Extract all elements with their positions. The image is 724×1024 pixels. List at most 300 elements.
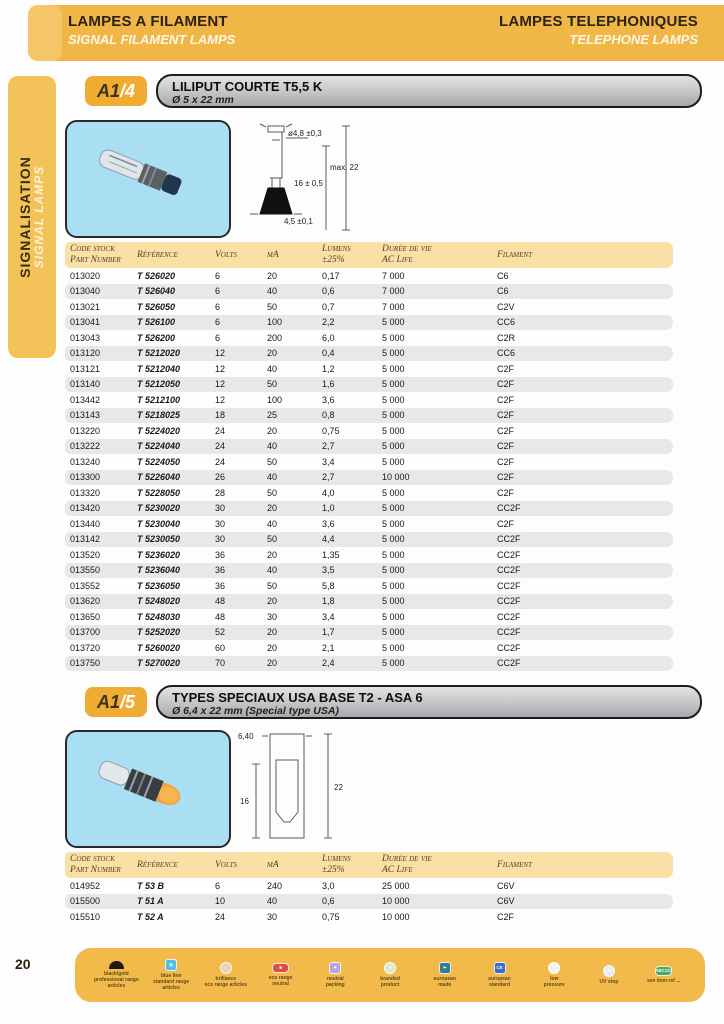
european-standard-icon: CE (494, 962, 506, 974)
column-header: Code stock Part Number (65, 242, 132, 268)
branded-product-legend-item (363, 962, 418, 989)
part-number-cell: 013143 (65, 408, 132, 424)
section-badge-a1-4 (85, 76, 147, 106)
value-cell: 30 (267, 611, 278, 622)
product-photo-a1-5 (65, 730, 231, 848)
table-row (65, 299, 673, 315)
value-cell: 20 (267, 549, 278, 560)
value-cell: 1,35 (322, 549, 340, 560)
european-standard-legend-item (472, 962, 527, 989)
legend-label: european standard (488, 975, 511, 988)
uv-stop-icon: UV (603, 965, 615, 977)
value-cell: 36 (215, 549, 226, 560)
value-cell: 60 (215, 642, 226, 653)
part-number-cell: 013750 (65, 656, 132, 672)
column-header: Durée de vie AC Life (377, 852, 492, 878)
value-cell: C6V (497, 880, 515, 891)
neutral-packing-icon: ✦ (329, 962, 341, 974)
value-cell: 5 000 (382, 549, 405, 560)
value-cell: 200 (267, 332, 283, 343)
value-cell: 0,4 (317, 346, 377, 362)
value-cell: 100 (262, 315, 317, 331)
value-cell: 50 (262, 377, 317, 393)
value-cell: 10 000 (377, 470, 492, 486)
column-header: Filament (492, 852, 673, 878)
legend-label: branded product (380, 975, 400, 988)
page-title: LAMPES A FILAMENT (68, 13, 228, 30)
legend-label: low pressure (543, 975, 565, 988)
part-number-cell: 013552 (70, 580, 101, 591)
value-cell: 5 000 (382, 425, 405, 436)
table-row (65, 268, 673, 284)
black-gold-arc-icon (109, 961, 124, 969)
value-cell: 40 (262, 563, 317, 579)
table-row (65, 878, 673, 894)
section-subtitle: Ø 5 x 22 mm (172, 94, 234, 106)
value-cell: 40 (262, 894, 317, 910)
value-cell: 20 (262, 346, 317, 362)
column-header: Volts (210, 852, 262, 878)
section-header-a1-5 (156, 685, 702, 719)
legend-label: blue line standard range articles (153, 972, 190, 992)
reference-cell: T 5248030 (137, 611, 181, 622)
table-row (65, 909, 673, 925)
part-number-cell: 013320 (70, 487, 101, 498)
value-cell: 28 (215, 487, 226, 498)
value-cell: 6 (210, 315, 262, 331)
value-cell: 5 000 (382, 332, 405, 343)
dim-base: 4,5 ±0,1 (284, 217, 313, 226)
table-row (65, 516, 673, 532)
reference-cell: T 5252020 (132, 625, 210, 641)
column-header: mA (262, 852, 317, 878)
table-row (65, 640, 673, 656)
reference-cell: T 5236040 (132, 563, 210, 579)
reference-cell: T 51 A (132, 894, 210, 910)
column-header: Volts (210, 242, 262, 268)
value-cell: 36 (210, 563, 262, 579)
badge-main: A1 (96, 80, 120, 101)
uv-stop-legend-item (582, 965, 637, 985)
table-row (65, 423, 673, 439)
part-number-cell: 013550 (65, 563, 132, 579)
value-cell: 10 000 (377, 894, 492, 910)
value-cell: 1,7 (317, 625, 377, 641)
value-cell: 1,8 (317, 594, 377, 610)
table-row (65, 346, 673, 362)
part-number-cell: 013142 (65, 532, 132, 548)
branded-product-icon: ● (384, 962, 396, 974)
value-cell: CC2F (492, 594, 673, 610)
value-cell: 5 000 (382, 487, 405, 498)
value-cell: 6,0 (322, 332, 335, 343)
table-row (65, 532, 673, 548)
value-cell: CC6 (492, 346, 673, 362)
reference-cell: T 5230020 (132, 501, 210, 517)
value-cell: 30 (210, 501, 262, 517)
part-number-cell: 013020 (70, 270, 101, 281)
value-cell: 12 (215, 394, 226, 405)
value-cell: 20 (262, 594, 317, 610)
value-cell: 5 000 (377, 377, 492, 393)
value-cell: 3,6 (322, 394, 335, 405)
reference-cell: T 5260020 (137, 642, 181, 653)
reference-cell: T 5212050 (132, 377, 210, 393)
part-number-cell: 013650 (70, 611, 101, 622)
european-made-legend-item (417, 962, 472, 989)
brillance-legend-item (198, 962, 253, 989)
dim-mid-height: 16 ± 0,5 (294, 179, 323, 188)
legend-label: eco range neutral (268, 974, 293, 987)
part-number-cell: 013220 (70, 425, 101, 436)
column-header: Référence (132, 852, 210, 878)
lamp-photo-illustration (67, 732, 225, 842)
value-cell: 40 (262, 439, 317, 455)
value-cell: 25 000 (382, 880, 410, 891)
part-number-cell: 013120 (65, 346, 132, 362)
column-header: Lumens ±25% (317, 852, 377, 878)
column-header: Référence (132, 242, 210, 268)
value-cell: C2F (492, 470, 673, 486)
value-cell: 3,4 (322, 611, 335, 622)
reference-cell: T 5212020 (132, 346, 210, 362)
table-row (65, 470, 673, 486)
column-header: Code stock Part Number (65, 852, 132, 878)
sidebar-subtitle: SIGNAL LAMPS (32, 165, 47, 269)
value-cell: 3,5 (317, 563, 377, 579)
brillance-icon: ○ (220, 962, 232, 974)
value-cell: 6 (215, 332, 221, 343)
value-cell: 5 000 (382, 394, 405, 405)
value-cell: 6 (215, 880, 221, 891)
low-pressure-icon (548, 962, 560, 974)
table-row (65, 609, 673, 625)
technical-drawing-a1-5 (232, 726, 352, 846)
product-photo-a1-4 (65, 120, 231, 238)
value-cell: 5 000 (382, 642, 405, 653)
value-cell: 2,2 (317, 315, 377, 331)
value-cell: 1,0 (317, 501, 377, 517)
section-title: LILIPUT COURTE T5,5 K (172, 79, 323, 94)
value-cell: 2,7 (317, 439, 377, 455)
value-cell: CC2F (497, 580, 521, 591)
european-made-icon: ❧ (439, 962, 451, 974)
value-cell: 5 000 (377, 315, 492, 331)
column-header: Lumens ±25% (317, 242, 377, 268)
column-header: Filament (492, 242, 673, 268)
value-cell: 48 (215, 611, 226, 622)
table-row (65, 547, 673, 563)
value-cell: 6 (215, 301, 221, 312)
value-cell: 5 000 (377, 563, 492, 579)
part-number-cell: 013620 (65, 594, 132, 610)
value-cell: 0,8 (317, 408, 377, 424)
value-cell: 40 (267, 518, 278, 529)
value-cell: 5 000 (382, 456, 405, 467)
table-row (65, 439, 673, 455)
value-cell: 0,17 (322, 270, 340, 281)
legend-label: brillance eco range articles (204, 975, 248, 988)
value-cell: CC2F (492, 501, 673, 517)
section-subtitle: Ø 6,4 x 22 mm (Special type USA) (172, 705, 339, 717)
badge-main: A1 (96, 691, 120, 712)
value-cell: 50 (267, 580, 278, 591)
value-cell: 0,7 (322, 301, 335, 312)
value-cell: 30 (215, 518, 226, 529)
technical-drawing-a1-4 (238, 118, 360, 238)
value-cell: 20 (262, 501, 317, 517)
value-cell: 30 (210, 532, 262, 548)
value-cell: 3,0 (322, 880, 335, 891)
dim-width: 6,40 (238, 732, 254, 741)
value-cell: 18 (210, 408, 262, 424)
value-cell: 3,6 (322, 518, 335, 529)
table-row (65, 284, 673, 300)
reference-cell: T 526200 (137, 332, 176, 343)
reference-cell: T 526020 (137, 270, 176, 281)
page-subtitle-right: TELEPHONE LAMPS (569, 32, 698, 47)
reference-cell: T 5236050 (137, 580, 181, 591)
reference-cell: T 526040 (132, 284, 210, 300)
reference-cell: T 5270020 (132, 656, 210, 672)
part-number-cell: 013043 (70, 332, 101, 343)
table-row (65, 894, 673, 910)
value-cell: 1,2 (322, 363, 335, 374)
badge-sub: /5 (120, 691, 136, 712)
value-cell: 2,7 (317, 470, 377, 486)
value-cell: C6 (492, 284, 673, 300)
part-number-cell: 013300 (65, 470, 132, 486)
value-cell: 30 (267, 911, 278, 922)
value-cell: 20 (267, 270, 278, 281)
part-number-cell: 015500 (65, 894, 132, 910)
value-cell: 10 (210, 894, 262, 910)
value-cell: C2F (492, 408, 673, 424)
section-badge-a1-5 (85, 687, 147, 717)
value-cell: 5 000 (377, 408, 492, 424)
value-cell: C2F (497, 394, 515, 405)
value-cell: 5 000 (377, 656, 492, 672)
value-cell: 7 000 (382, 270, 405, 281)
table-row (65, 454, 673, 470)
table-row (65, 330, 673, 346)
value-cell: 0,6 (317, 284, 377, 300)
value-cell: 36 (215, 580, 226, 591)
value-cell: 50 (267, 487, 278, 498)
header-left (68, 13, 235, 47)
reference-cell: T 5228050 (137, 487, 181, 498)
value-cell: 0,75 (322, 425, 340, 436)
value-cell: CC6 (492, 315, 673, 331)
value-cell: 12 (210, 377, 262, 393)
value-cell: 0,6 (317, 894, 377, 910)
blue-line-icon: ◎ (165, 959, 177, 971)
value-cell: C2F (497, 363, 515, 374)
eco-range-icon: ■ (272, 963, 289, 973)
lamp-table-a1-4 (65, 242, 673, 671)
value-cell: 7 000 (377, 284, 492, 300)
part-number-cell: 015510 (70, 911, 101, 922)
reference-cell: T 5236020 (137, 549, 181, 560)
item-ref-legend-item (636, 966, 691, 984)
value-cell: 7 000 (382, 301, 405, 312)
value-cell: 24 (215, 425, 226, 436)
value-cell: 70 (210, 656, 262, 672)
page-title-right: LAMPES TELEPHONIQUES (498, 13, 698, 30)
value-cell: 5 000 (382, 518, 405, 529)
legend-label: see item ref ... (647, 977, 681, 984)
value-cell: 24 (210, 439, 262, 455)
header-right (499, 13, 698, 47)
value-cell: 5 000 (377, 594, 492, 610)
value-cell: 5 000 (382, 580, 405, 591)
eco-range-legend-item (253, 963, 308, 988)
value-cell: 48 (210, 594, 262, 610)
badge-sub: /4 (120, 80, 136, 101)
value-cell: 50 (267, 301, 278, 312)
value-cell: 0,75 (322, 911, 340, 922)
value-cell: 4,0 (322, 487, 335, 498)
dim-inner-height: 16 (240, 797, 249, 806)
value-cell: C2F (497, 487, 515, 498)
value-cell: 12 (215, 363, 226, 374)
column-header: mA (262, 242, 317, 268)
value-cell: 40 (262, 284, 317, 300)
dim-diameter: ø4,8 ±0,3 (288, 129, 322, 138)
reference-cell: T 526050 (137, 301, 176, 312)
value-cell: 40 (262, 470, 317, 486)
value-cell: 3,4 (322, 456, 335, 467)
value-cell: 50 (267, 456, 278, 467)
part-number-cell: 013121 (70, 363, 101, 374)
value-cell: CC2F (492, 532, 673, 548)
reference-cell: T 5230050 (132, 532, 210, 548)
value-cell: 100 (267, 394, 283, 405)
header-band-accent (28, 5, 62, 61)
value-cell: C2F (497, 518, 515, 529)
value-cell: 25 (262, 408, 317, 424)
value-cell: C6 (497, 270, 509, 281)
legend-label: european made (433, 975, 457, 988)
table-header-row (65, 242, 673, 268)
value-cell: CC2F (497, 549, 521, 560)
part-number-cell: 013222 (65, 439, 132, 455)
value-cell: 5,8 (322, 580, 335, 591)
value-cell: C2F (492, 377, 673, 393)
blue-line-legend-item (144, 959, 199, 992)
section-title: TYPES SPECIAUX USA BASE T2 - ASA 6 (172, 690, 423, 705)
table-row (65, 377, 673, 393)
column-header: Durée de vie AC Life (377, 242, 492, 268)
part-number-cell: 013720 (70, 642, 101, 653)
table-row (65, 485, 673, 501)
table-row (65, 563, 673, 579)
reference-cell: T 5226040 (132, 470, 210, 486)
part-number-cell: 013140 (65, 377, 132, 393)
page-number: 20 (15, 956, 31, 972)
value-cell: 2,1 (322, 642, 335, 653)
reference-cell: T 526100 (132, 315, 210, 331)
value-cell: C6V (492, 894, 673, 910)
dim-height: 22 (334, 783, 343, 792)
value-cell: 40 (267, 363, 278, 374)
part-number-cell: 013442 (70, 394, 101, 405)
section-header-a1-4 (156, 74, 702, 108)
footer-legend-bar (75, 948, 705, 1002)
reference-cell: T 52 A (137, 911, 164, 922)
value-cell: C2F (497, 911, 515, 922)
reference-cell: T 5218025 (132, 408, 210, 424)
value-cell: 6 (210, 284, 262, 300)
value-cell: 20 (262, 625, 317, 641)
value-cell: C2V (497, 301, 515, 312)
reference-cell: T 5212100 (137, 394, 181, 405)
sidebar-title: SIGNALISATION (17, 156, 34, 278)
table-body (65, 268, 673, 671)
value-cell: 240 (267, 880, 283, 891)
value-cell: 5 000 (382, 363, 405, 374)
value-cell: CC2F (497, 642, 521, 653)
reference-cell: T 5224020 (137, 425, 181, 436)
table-row (65, 625, 673, 641)
item-ref-icon: ABC123 (655, 966, 672, 976)
value-cell: 5 000 (377, 346, 492, 362)
table-row (65, 361, 673, 377)
part-number-cell: 014952 (70, 880, 101, 891)
value-cell: 5 000 (377, 439, 492, 455)
table-row (65, 501, 673, 517)
value-cell: 4,4 (317, 532, 377, 548)
value-cell: 20 (267, 425, 278, 436)
lamp-table-a1-5 (65, 852, 673, 925)
value-cell: 20 (262, 656, 317, 672)
reference-cell: T 53 B (137, 880, 165, 891)
part-number-cell: 013700 (65, 625, 132, 641)
value-cell: 5 000 (382, 611, 405, 622)
table-row (65, 656, 673, 672)
value-cell: C2F (497, 456, 515, 467)
value-cell: 2,4 (317, 656, 377, 672)
table-row (65, 408, 673, 424)
value-cell: 50 (262, 532, 317, 548)
table-row (65, 594, 673, 610)
reference-cell: T 5248020 (132, 594, 210, 610)
table-header-row (65, 852, 673, 878)
reference-cell: T 5212040 (137, 363, 181, 374)
value-cell: 12 (210, 346, 262, 362)
table-body (65, 878, 673, 925)
black-gold-arc-legend-item (89, 961, 144, 990)
value-cell: 24 (215, 911, 226, 922)
reference-cell: T 5224050 (137, 456, 181, 467)
legend-label: UV stop (599, 978, 619, 985)
part-number-cell: 013041 (65, 315, 132, 331)
reference-cell: T 5230040 (137, 518, 181, 529)
page-subtitle: SIGNAL FILAMENT LAMPS (68, 32, 236, 47)
dim-max-height: max. 22 (330, 163, 359, 172)
legend-label: black/gold professional range articles (94, 970, 139, 990)
value-cell: CC2F (492, 625, 673, 641)
part-number-cell: 013040 (65, 284, 132, 300)
value-cell: C2R (497, 332, 516, 343)
value-cell: CC2F (497, 611, 521, 622)
value-cell: 10 000 (382, 911, 410, 922)
value-cell: 5 000 (377, 501, 492, 517)
part-number-cell: 013520 (70, 549, 101, 560)
part-number-cell: 013440 (70, 518, 101, 529)
part-number-cell: 013240 (70, 456, 101, 467)
value-cell: CC2F (492, 563, 673, 579)
